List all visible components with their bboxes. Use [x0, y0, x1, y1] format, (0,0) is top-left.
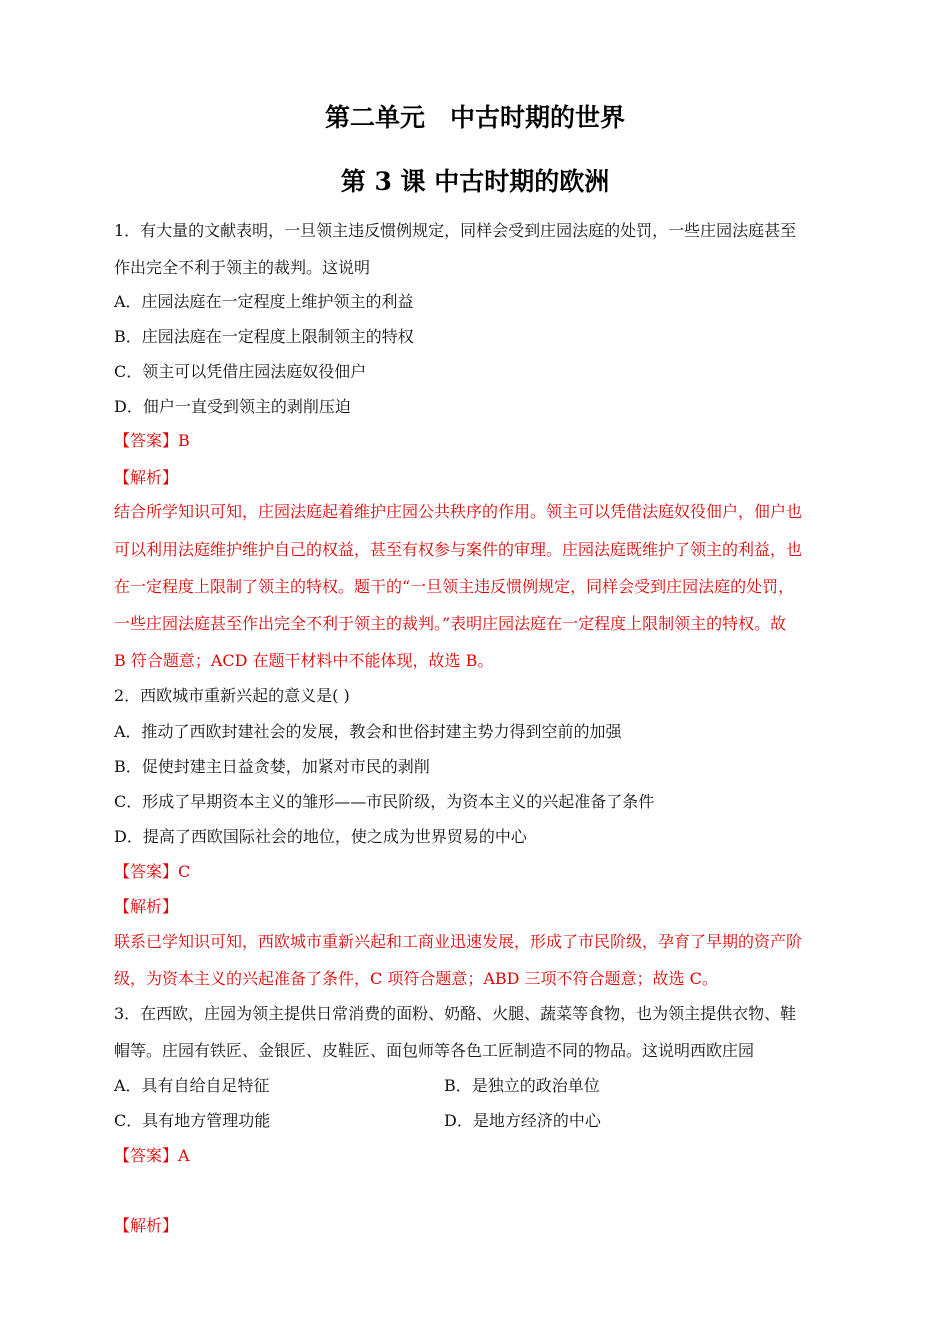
q1-option-b: B．庄园法庭在一定程度上限制领主的特权 — [114, 327, 414, 346]
q3-option-b: B．是独立的政治单位 — [444, 1076, 600, 1095]
q1-analysis-line-3: 在一定程度上限制了领主的特权。题干的“一旦领主违反惯例规定，同样会受到庄园法庭的处罚， — [114, 577, 795, 596]
q1-analysis-line-4: 一些庄园法庭甚至作出完全不利于领主的裁判。”表明庄园法庭在一定程度上限制领主的特权。故 — [114, 614, 787, 633]
q2-analysis-label: 【解析】 — [114, 897, 179, 916]
q1-stem-line-2: 作出完全不利于领主的裁判。这说明 — [114, 258, 371, 277]
unit-title: 第二单元 中古时期的世界 — [324, 103, 625, 132]
q3-option-c: C．具有地方管理功能 — [114, 1111, 271, 1130]
q3-stem-line-2: 帽等。庄园有铁匠、金银匠、皮鞋匠、面包师等各色工匠制造不同的物品。这说明西欧庄园 — [114, 1041, 755, 1060]
q3-answer-label: 【答案】 — [114, 1146, 179, 1165]
q1-analysis-label: 【解析】 — [114, 468, 179, 487]
q1-answer-label: 【答案】 — [114, 431, 179, 450]
q1-analysis-line-2: 可以利用法庭维护维护自己的权益，甚至有权参与案件的审理。庄园法庭既维护了领主的利益，也 — [114, 540, 803, 559]
q2-option-c: C．形成了早期资本主义的雏形——市民阶级，为资本主义的兴起准备了条件 — [114, 792, 655, 811]
q2-analysis-line-1: 联系已学知识可知，西欧城市重新兴起和工商业迅速发展，形成了市民阶级，孕育了早期的资产阶 — [114, 932, 803, 951]
q2-analysis-line-2: 级，为资本主义的兴起准备了条件，C 项符合题意；ABD 三项不符合题意；故选 C。 — [114, 969, 718, 988]
q1-option-d: D．佃户一直受到领主的剥削压迫 — [114, 397, 351, 416]
q1-analysis-line-5: B 符合题意；ACD 在题干材料中不能体现，故选 B。 — [114, 651, 494, 670]
q1-stem-line-1: 1．有大量的文献表明，一旦领主违反惯例规定，同样会受到庄园法庭的处罚，一些庄园法庭甚至 — [114, 221, 797, 240]
q3-answer — [114, 1146, 190, 1166]
q1-answer-value: B — [178, 431, 190, 450]
q1-analysis-line-1: 结合所学知识可知，庄园法庭起着维护庄园公共秩序的作用。领主可以凭借法庭奴役佃户，佃户也 — [114, 502, 803, 521]
q2-option-b: B．促使封建主日益贪婪，加紧对市民的剥削 — [114, 757, 430, 776]
q1-option-c: C．领主可以凭借庄园法庭奴役佃户 — [114, 362, 367, 381]
q3-answer-value: A — [178, 1146, 190, 1165]
lesson-title: 第 3 课 中古时期的欧洲 — [340, 167, 610, 196]
q2-stem-line-1: 2．西欧城市重新兴起的意义是( ) — [114, 686, 350, 705]
q3-option-d: D．是地方经济的中心 — [444, 1111, 601, 1130]
q2-option-d: D．提高了西欧国际社会的地位，使之成为世界贸易的中心 — [114, 827, 527, 846]
q1-option-a: A．庄园法庭在一定程度上维护领主的利益 — [114, 292, 414, 311]
q3-option-a: A．具有自给自足特征 — [114, 1076, 270, 1095]
q2-answer — [114, 862, 190, 882]
q1-answer — [114, 431, 190, 451]
q2-answer-value: C — [178, 862, 191, 881]
q3-analysis-label: 【解析】 — [114, 1216, 179, 1235]
q2-answer-label: 【答案】 — [114, 862, 179, 881]
q3-stem-line-1: 3．在西欧，庄园为领主提供日常消费的面粉、奶酪、火腿、蔬菜等食物，也为领主提供衣物、鞋 — [114, 1004, 797, 1023]
q2-option-a: A．推动了西欧封建社会的发展，教会和世俗封建主势力得到空前的加强 — [114, 722, 622, 741]
